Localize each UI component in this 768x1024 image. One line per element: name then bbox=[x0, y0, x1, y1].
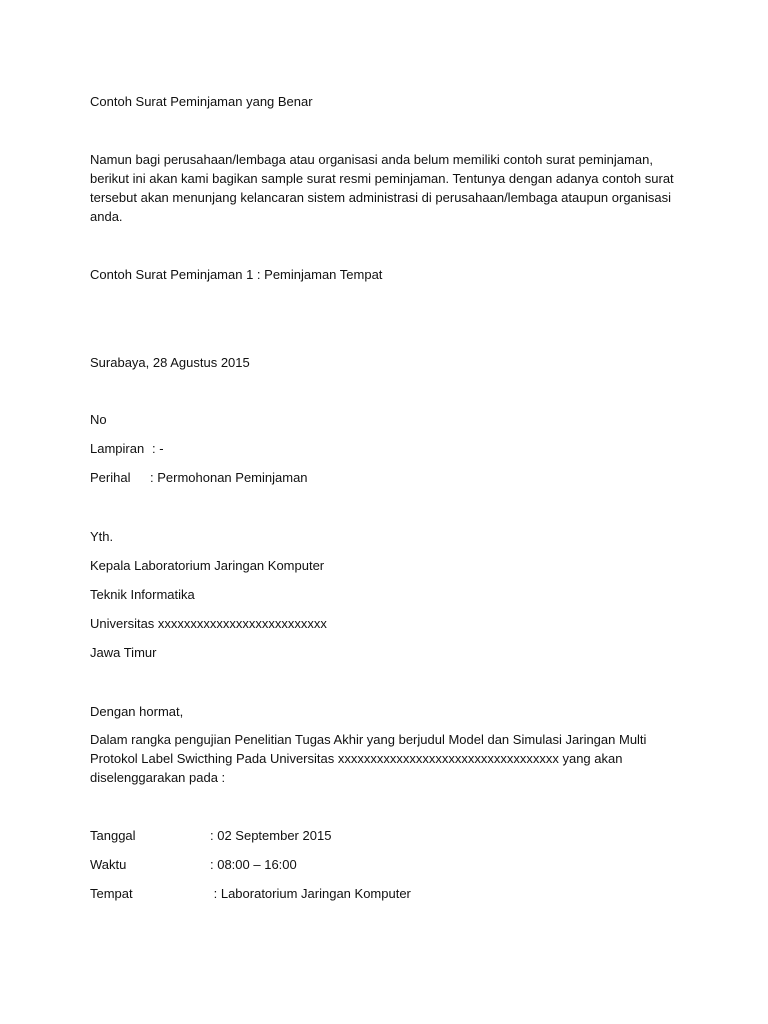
detail-row-waktu bbox=[90, 855, 297, 874]
detail-label: Waktu bbox=[90, 857, 127, 872]
detail-row-tempat bbox=[90, 884, 411, 903]
letter-number-label: No bbox=[90, 412, 107, 427]
recipient-line: Jawa Timur bbox=[90, 645, 157, 660]
lampiran-label: Lampiran bbox=[90, 441, 145, 456]
recipient-line: Universitas xxxxxxxxxxxxxxxxxxxxxxxxxx bbox=[90, 616, 327, 631]
lampiran-row bbox=[90, 439, 164, 458]
section-subtitle: Contoh Surat Peminjaman 1 : Peminjaman Tempat bbox=[90, 267, 383, 282]
detail-value: : Laboratorium Jaringan Komputer bbox=[210, 886, 411, 901]
intro-line: berikut ini akan kami bagikan sample surat resmi peminjaman. Tentunya dengan adanya contoh surat bbox=[90, 171, 674, 186]
body-line: Protokol Label Swicthing Pada Universitas xxxxxxxxxxxxxxxxxxxxxxxxxxxxxxxxxx yang akan bbox=[90, 751, 623, 766]
detail-row-tanggal bbox=[90, 826, 331, 845]
body-line: diselenggarakan pada : bbox=[90, 770, 226, 785]
perihal-row bbox=[90, 468, 308, 487]
yth-label: Yth. bbox=[90, 529, 114, 544]
body-paragraph bbox=[90, 730, 650, 787]
document-title: Contoh Surat Peminjaman yang Benar bbox=[90, 94, 313, 109]
lampiran-value: : - bbox=[152, 441, 164, 456]
place-date: Surabaya, 28 Agustus 2015 bbox=[90, 355, 250, 370]
detail-value: : 02 September 2015 bbox=[210, 828, 332, 843]
intro-paragraph bbox=[90, 150, 674, 226]
detail-label: Tanggal bbox=[90, 828, 136, 843]
recipient-line: Teknik Informatika bbox=[90, 587, 195, 602]
perihal-value: : Permohonan Peminjaman bbox=[150, 470, 308, 485]
perihal-label: Perihal bbox=[90, 470, 131, 485]
intro-line: tersebut akan menunjang kelancaran sistem administrasi di perusahaan/lembaga ataupun organisasi bbox=[90, 190, 672, 205]
detail-value: : 08:00 – 16:00 bbox=[210, 857, 297, 872]
recipient-line: Kepala Laboratorium Jaringan Komputer bbox=[90, 558, 325, 573]
intro-line: anda. bbox=[90, 209, 123, 224]
intro-line: Namun bagi perusahaan/lembaga atau organisasi anda belum memiliki contoh surat peminjaman, bbox=[90, 152, 653, 167]
body-line: Dalam rangka pengujian Penelitian Tugas Akhir yang berjudul Model dan Simulasi Jaringan Multi bbox=[90, 732, 647, 747]
salutation: Dengan hormat, bbox=[90, 704, 184, 719]
detail-label: Tempat bbox=[90, 886, 133, 901]
